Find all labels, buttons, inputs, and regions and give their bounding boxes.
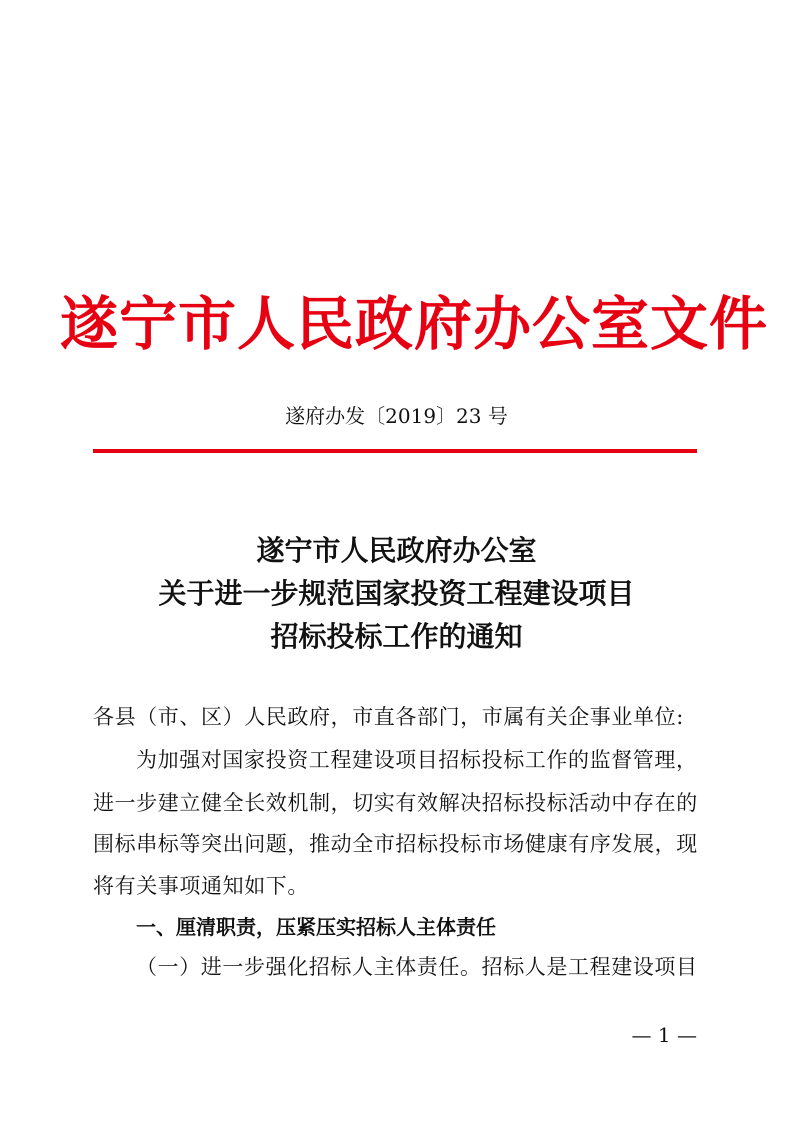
intro-line-2: 进一步建立健全长效机制，切实有效解决招标投标活动中存在的 bbox=[93, 791, 698, 815]
issuer-header: 遂宁市人民政府办公室文件 bbox=[60, 290, 769, 358]
section-1-heading: 一、厘清职责，压紧压实招标人主体责任 bbox=[136, 915, 496, 939]
title-line-2: 关于进一步规范国家投资工程建设项目 bbox=[158, 577, 635, 610]
page-number: — 1 — bbox=[631, 1023, 697, 1047]
item-1-line-1: （一）进一步强化招标人主体责任。招标人是工程建设项目 bbox=[136, 955, 698, 979]
title-line-1: 遂宁市人民政府办公室 bbox=[256, 534, 537, 567]
document-number: 遂府办发〔2019〕23 号 bbox=[285, 404, 508, 428]
intro-line-4: 将有关事项通知如下。 bbox=[93, 874, 309, 898]
intro-line-3: 围标串标等突出问题，推动全市招标投标市场健康有序发展，现 bbox=[93, 832, 698, 856]
salutation: 各县（市、区）人民政府，市直各部门，市属有关企事业单位: bbox=[93, 705, 684, 729]
title-line-3: 招标投标工作的通知 bbox=[270, 620, 523, 653]
intro-line-1: 为加强对国家投资工程建设项目招标投标工作的监督管理， bbox=[136, 748, 698, 772]
red-separator-line bbox=[93, 449, 697, 453]
